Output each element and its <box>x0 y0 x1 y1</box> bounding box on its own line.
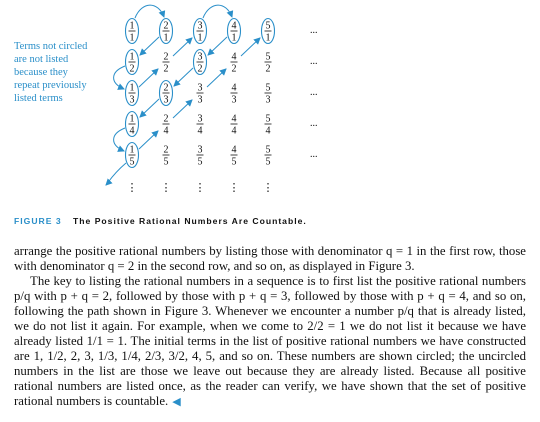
fraction-cell <box>262 19 275 44</box>
fraction-cell <box>265 52 272 75</box>
fraction-numerator: 3 <box>197 20 203 32</box>
fraction-cell <box>160 19 173 44</box>
fraction-denominator: 4 <box>163 125 169 137</box>
fraction-denominator: 1 <box>231 32 237 44</box>
fraction-denominator: 3 <box>265 94 271 106</box>
path-arrow <box>207 69 226 87</box>
fraction-numerator: 5 <box>265 20 271 32</box>
paragraph-2-text: The key to listing the rational numbers in a sequence is to first list the positive rational numbers p/q with p + q = 2, followed by those with p + q = 3, followed by those with p + q = 4, and so on, following the path shown in Figure 3. Whenever we encounter a number p/q that is already listed, we do not list it again. For example, when we come to 2/2 = 1 we do not list it because we have already listed 1/1 = 1. The initial terms in the list of positive rational numbers we have constructed are 1, 1/2, 2, 3, 1/3, 1/4, 2/3, 3/2, 4, 5, and so on. These numbers are shown circled; the uncircled numbers in the list are those we leave out because they are already listed. Because all positive rational numbers are listed once, as the reader can verify, we have shown that the set of positive rational numbers is countable. <box>14 274 526 408</box>
fraction-denominator: 3 <box>163 94 169 106</box>
caption-label: FIGURE 3 <box>14 216 62 226</box>
fraction-numerator: 1 <box>129 51 135 63</box>
path-arrow <box>140 37 159 55</box>
path-arrow <box>174 68 193 86</box>
fraction-cell <box>126 81 139 106</box>
path-arrow <box>139 69 158 87</box>
paragraph-2 <box>14 274 526 410</box>
fraction-numerator: 3 <box>197 82 203 94</box>
fraction-denominator: 2 <box>129 63 135 75</box>
path-arrow <box>173 100 192 118</box>
fraction-denominator: 4 <box>265 125 271 137</box>
paragraph-1: arrange the positive rational numbers by listing those with denominator q = 1 in the first row, those with denominator q = 2 in the second row, and so on, as displayed in Figure 3. <box>14 244 526 273</box>
row-ellipsis: ... <box>310 149 318 160</box>
fraction-denominator: 1 <box>129 32 135 44</box>
fraction-denominator: 5 <box>129 156 135 168</box>
fraction-denominator: 1 <box>197 32 203 44</box>
path-arrow <box>139 131 158 149</box>
path-arrow <box>203 5 232 18</box>
fraction-cell <box>197 83 204 106</box>
fraction-cell <box>194 19 207 44</box>
fraction-cell <box>231 145 238 168</box>
fraction-numerator: 1 <box>129 82 135 94</box>
fraction-cell <box>163 114 170 137</box>
fraction-cell <box>197 145 204 168</box>
column-ellipsis: ⋮ <box>228 182 240 194</box>
fraction-numerator: 4 <box>231 113 237 125</box>
fraction-denominator: 5 <box>163 156 169 168</box>
fraction-numerator: 1 <box>129 113 135 125</box>
fraction-numerator: 4 <box>231 144 237 156</box>
fraction-cell <box>163 145 170 168</box>
rational-grid-figure <box>0 0 540 205</box>
fraction-denominator: 4 <box>231 125 237 137</box>
fraction-denominator: 1 <box>163 32 169 44</box>
fraction-numerator: 3 <box>197 51 203 63</box>
fraction-numerator: 1 <box>129 144 135 156</box>
fraction-numerator: 2 <box>163 82 169 94</box>
path-arrow <box>114 128 125 151</box>
fraction-numerator: 2 <box>163 20 169 32</box>
fraction-cell <box>231 52 238 75</box>
body-text <box>14 244 526 410</box>
annotation-line: listed terms <box>14 93 63 104</box>
fraction-numerator: 4 <box>231 20 237 32</box>
fraction-cell <box>265 83 272 106</box>
fraction-cells <box>126 19 275 168</box>
column-ellipsis: ⋮ <box>126 182 138 194</box>
fraction-numerator: 5 <box>265 82 271 94</box>
path-arrow <box>208 37 227 55</box>
row-ellipsis: ... <box>310 118 318 129</box>
fraction-denominator: 2 <box>197 63 203 75</box>
path-arrow <box>241 38 260 56</box>
fraction-cell <box>231 83 238 106</box>
fraction-denominator: 5 <box>231 156 237 168</box>
fraction-denominator: 4 <box>197 125 203 137</box>
fraction-denominator: 5 <box>197 156 203 168</box>
fraction-denominator: 3 <box>231 94 237 106</box>
fraction-cell <box>265 114 272 137</box>
annotation-line: repeat previously <box>14 80 87 91</box>
fraction-cell <box>231 114 238 137</box>
fraction-numerator: 4 <box>231 51 237 63</box>
fraction-denominator: 2 <box>163 63 169 75</box>
fraction-denominator: 2 <box>231 63 237 75</box>
fraction-cell <box>126 50 139 75</box>
fraction-cell <box>228 19 241 44</box>
fraction-numerator: 2 <box>163 113 169 125</box>
row-ellipsis: ... <box>310 25 318 36</box>
column-ellipsis: ⋮ <box>262 182 274 194</box>
fraction-cell <box>265 145 272 168</box>
annotation-line: because they <box>14 67 68 78</box>
fraction-cell <box>163 52 170 75</box>
path-arrow <box>140 99 159 117</box>
fraction-denominator: 5 <box>265 156 271 168</box>
fraction-cell <box>126 112 139 137</box>
fraction-numerator: 5 <box>265 113 271 125</box>
fraction-numerator: 1 <box>129 20 135 32</box>
fraction-numerator: 4 <box>231 82 237 94</box>
fraction-denominator: 3 <box>197 94 203 106</box>
end-of-proof-icon: ◀ <box>172 396 181 408</box>
fraction-cell <box>126 19 139 44</box>
caption-title: The Positive Rational Numbers Are Countable. <box>73 216 307 226</box>
fraction-denominator: 1 <box>265 32 271 44</box>
fraction-denominator: 4 <box>129 125 135 137</box>
annotation-line: are not listed <box>14 54 69 65</box>
annotation-note <box>14 40 124 105</box>
column-ellipsis: ⋮ <box>194 182 206 194</box>
path-arrow <box>173 38 192 56</box>
fraction-cell <box>197 114 204 137</box>
fraction-denominator: 3 <box>129 94 135 106</box>
figure-caption <box>14 216 534 226</box>
fraction-cell <box>160 81 173 106</box>
fraction-numerator: 2 <box>163 144 169 156</box>
path-arrow <box>106 163 126 185</box>
fraction-numerator: 2 <box>163 51 169 63</box>
fraction-numerator: 3 <box>197 144 203 156</box>
ellipsis-marks <box>127 25 318 194</box>
fraction-cell <box>126 143 139 168</box>
fraction-numerator: 5 <box>265 144 271 156</box>
fraction-numerator: 5 <box>265 51 271 63</box>
row-ellipsis: ... <box>310 87 318 98</box>
annotation-line: Terms not circled <box>14 41 88 52</box>
path-arrow <box>135 5 164 18</box>
fraction-denominator: 2 <box>265 63 271 75</box>
fraction-numerator: 3 <box>197 113 203 125</box>
fraction-cell <box>194 50 207 75</box>
column-ellipsis: ⋮ <box>160 182 172 194</box>
row-ellipsis: ... <box>310 56 318 67</box>
